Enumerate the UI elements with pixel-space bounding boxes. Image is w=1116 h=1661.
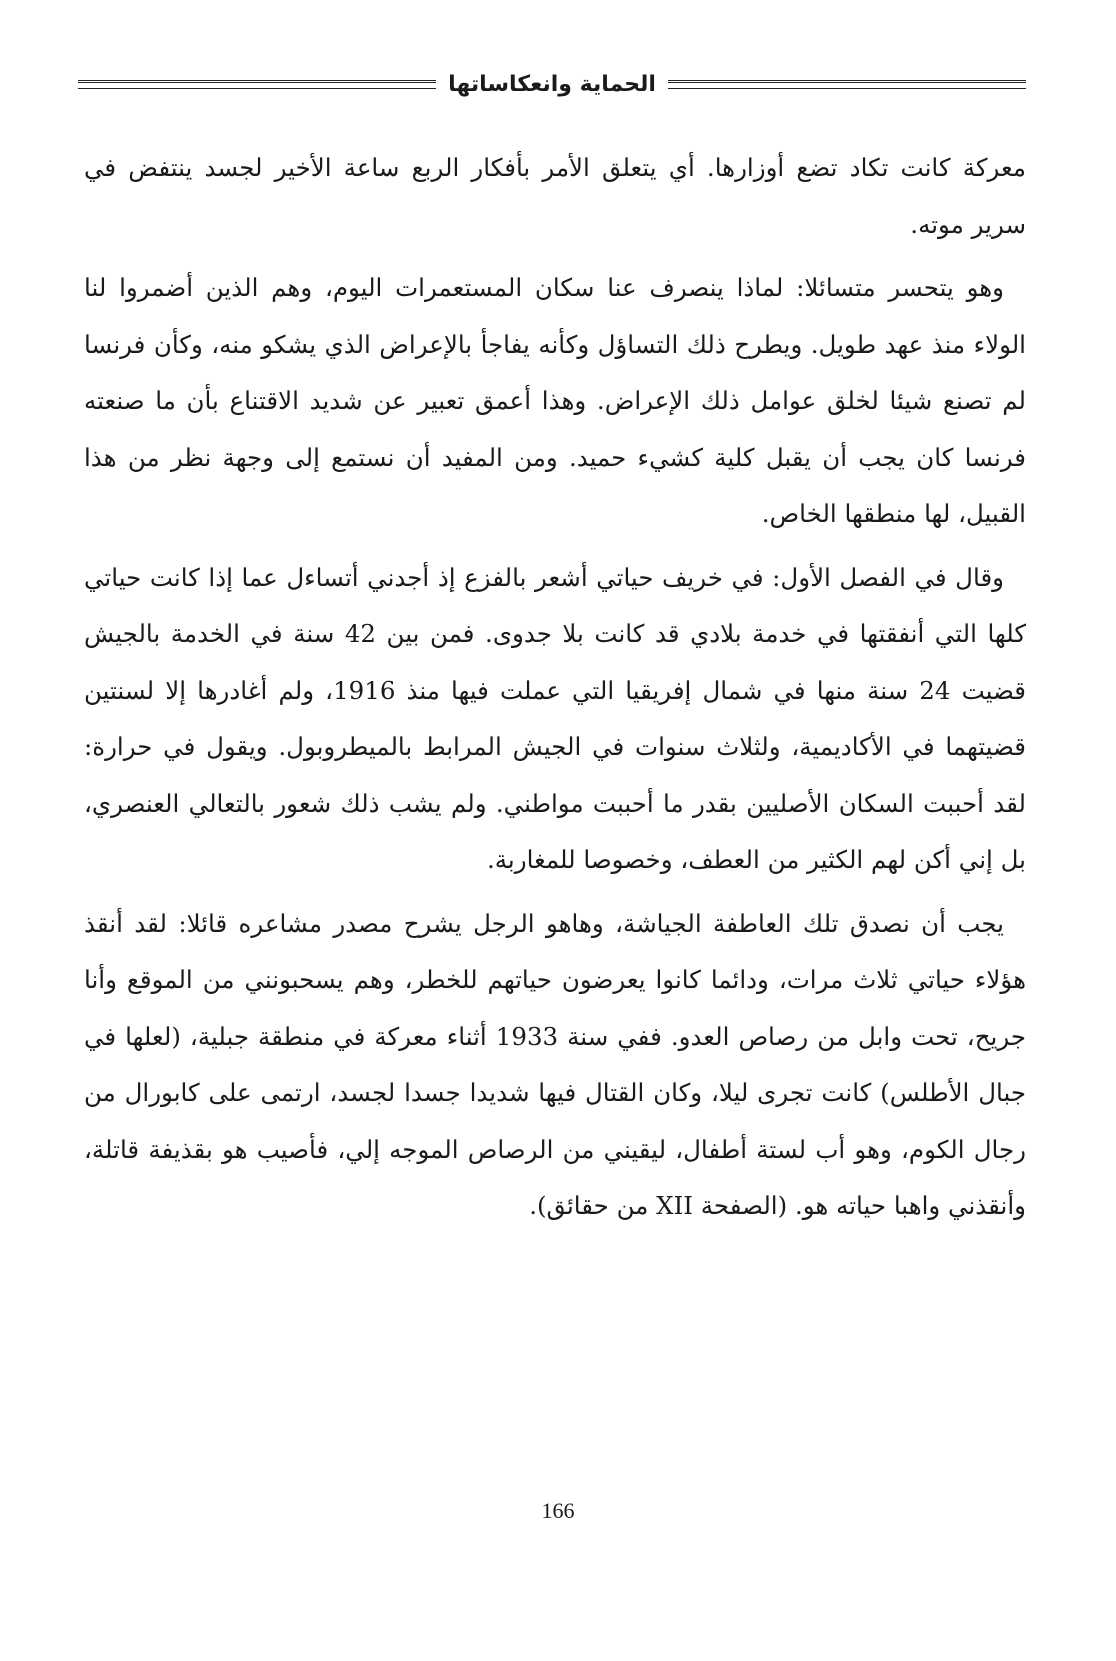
paragraph-1: معركة كانت تكاد تضع أوزارها. أي يتعلق الأمر بأفكار الربع ساعة الأخير لجسد ينتفض في سرير موته. — [84, 153, 1026, 239]
running-header-title: الحماية وانعكاساتها — [448, 71, 656, 97]
paragraph-4: يجب أن نصدق تلك العاطفة الجياشة، وهاهو الرجل يشرح مصدر مشاعره قائلا: لقد أنقذ هؤلاء حياتي ثلاث مرات، ودائما كانوا يعرضون حياتهم للخطر، وهم يسحبونني من الموقع وأنا جريح، تحت وابل من رصاص العدو. ففي سنة 1933 أثناء معركة في منطقة جبلية، (لعلها في جبال الأطلس) كانت تجرى ليلا، وكان القتال فيها شديدا جسدا لجسد، ارتمى على كابورال من رجال الكوم، وهو أب لستة أطفال، ليقيني من الرصاص الموجه إلي، فأصيب هو بقذيفة قاتلة، وأنقذني واهبا حياته هو. (الصفحة XII من حقائق). — [84, 908, 1027, 1220]
page-number: 166 — [541, 1498, 575, 1523]
paragraph-3: وقال في الفصل الأول: في خريف حياتي أشعر بالفزع إذ أجدني أتساءل عما إذا كانت حياتي كلها التي أنفقتها في خدمة بلادي قد كانت بلا جدوى. فمن بين 42 سنة في الخدمة بالجيش قضيت 24 سنة منها في شمال إفريقيا التي عملت فيها منذ 1916، ولم أغادرها إلا لسنتين قضيتهما في الأكاديمية، ولثلاث سنوات في الجيش المرابط بالميطروبول. ويقول في حرارة: لقد أحببت السكان الأصليين بقدر ما أحببت مواطني. ولم يشب ذلك شعور بالتعالي العنصري، بل إني أكن لهم الكثير من العطف، وخصوصا للمغاربة. — [84, 562, 1026, 874]
running-header — [78, 64, 1026, 104]
header-rule-left — [78, 80, 436, 89]
body-text — [84, 140, 1026, 1242]
header-rule-right — [668, 80, 1026, 89]
paragraph-2: وهو يتحسر متسائلا: لماذا ينصرف عنا سكان المستعمرات اليوم، وهم الذين أضمروا لنا الولاء منذ عهد طويل. ويطرح ذلك التساؤل وكأنه يفاجأ بالإعراض الذي يشكو منه، وكأن فرنسا لم تصنع شيئا لخلق عوامل ذلك الإعراض. وهذا أعمق تعبير عن شديد الاقتناع بأن ما صنعته فرنسا كان يجب أن يقبل كلية كشيء حميد. ومن المفيد أن نستمع إلى وجهة نظر من هذا القبيل، لها منطقها الخاص. — [84, 273, 1026, 528]
